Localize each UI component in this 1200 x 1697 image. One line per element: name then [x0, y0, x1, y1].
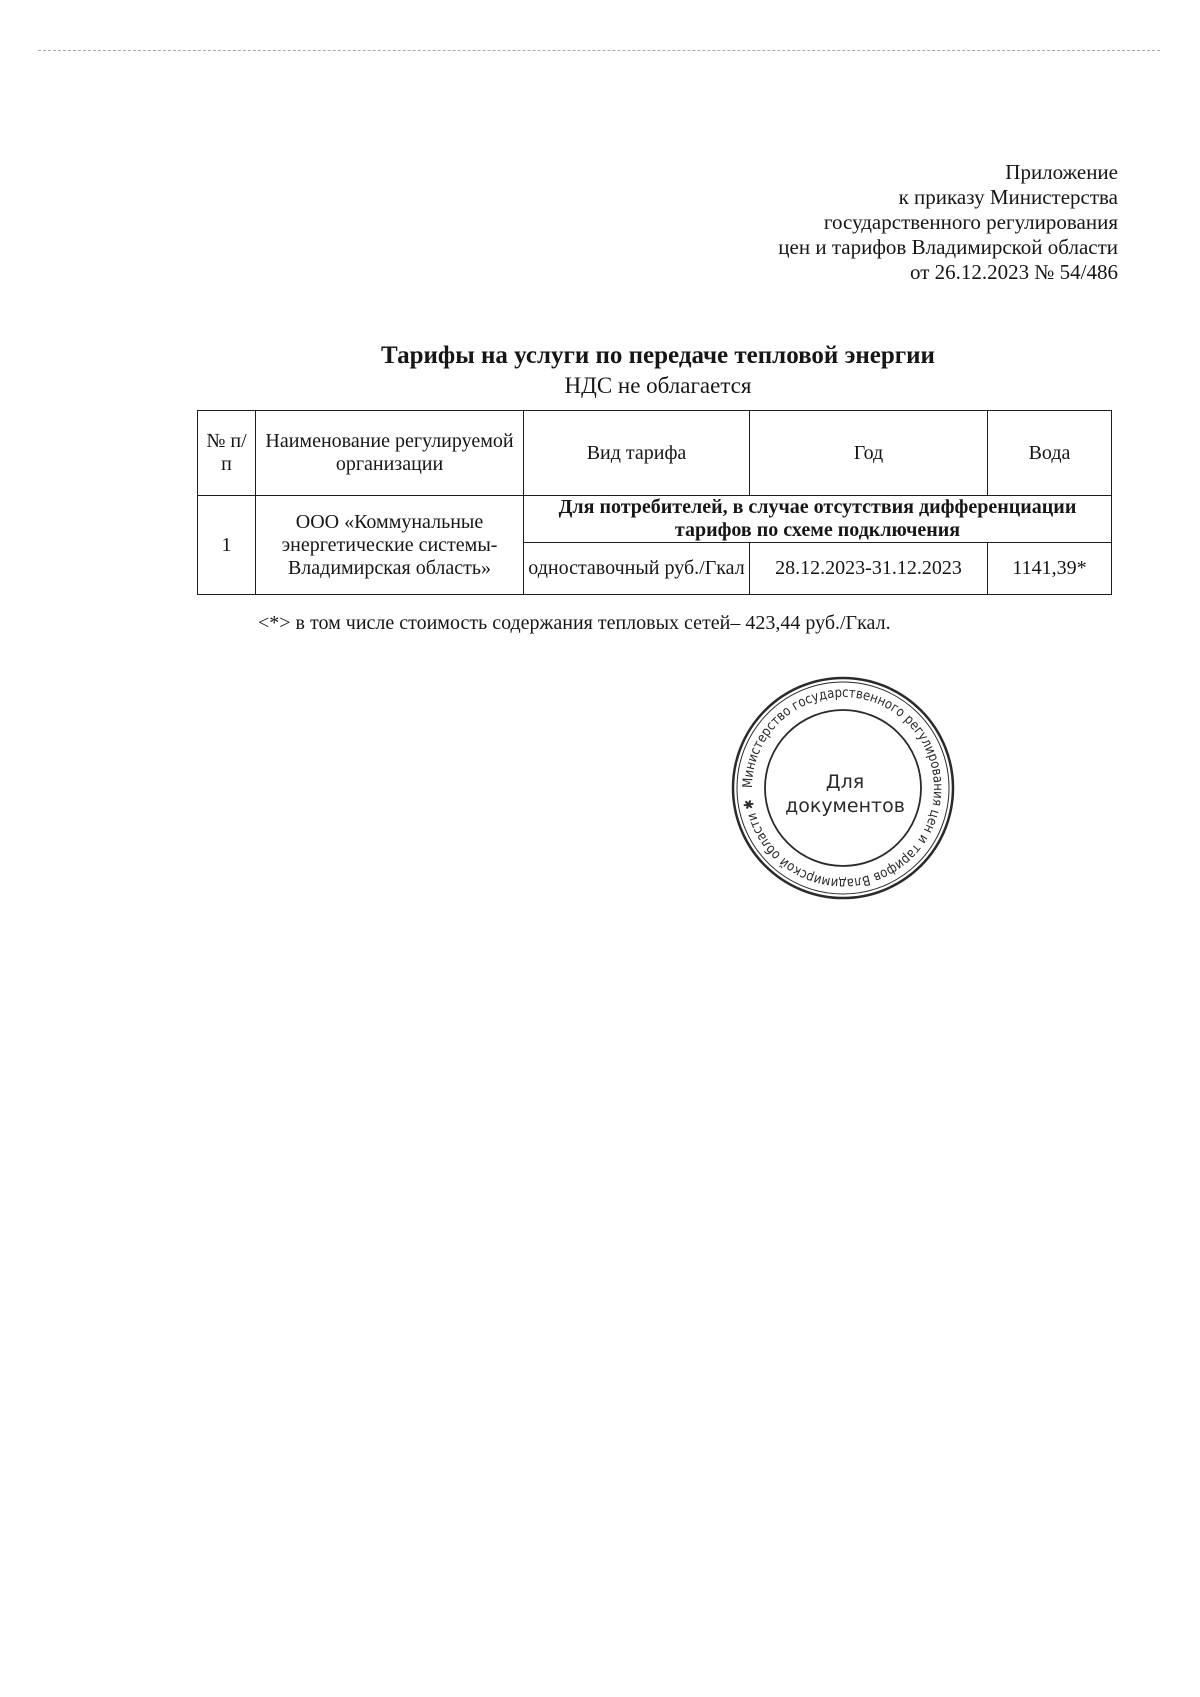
cell-organization: ООО «Коммунальные энергетические системы-Владимирская область»: [256, 496, 524, 595]
table-header-row: [198, 411, 1112, 496]
table-row: [198, 496, 1112, 543]
header-water: Вода: [988, 411, 1112, 496]
appendix-block: [778, 160, 1118, 285]
scan-edge-line: [38, 50, 1160, 51]
tariff-table: [197, 410, 1112, 595]
official-seal: [728, 673, 958, 903]
seal-center-line-2: документов: [785, 795, 905, 817]
appendix-line-3: государственного регулирования: [823, 210, 1118, 234]
appendix-line-1: Приложение: [1005, 160, 1118, 184]
cell-water-tariff: 1141,39*: [988, 543, 1112, 595]
cell-period: 28.12.2023-31.12.2023: [750, 543, 988, 595]
document-title: Тарифы на услуги по передаче тепловой энергии: [381, 342, 935, 369]
header-organization: Наименование регулируемой организации: [256, 411, 524, 496]
header-num: № п/п: [198, 411, 256, 496]
document-subtitle: НДС не облагается: [564, 373, 752, 398]
appendix-line-4: цен и тарифов Владимирской области: [778, 235, 1118, 259]
footnote: <*> в том числе стоимость содержания тепловых сетей– 423,44 руб./Гкал.: [258, 612, 891, 634]
appendix-line-5: от 26.12.2023 № 54/486: [909, 260, 1118, 284]
cell-consumer-group: Для потребителей, в случае отсутствия дифференциации тарифов по схеме подключения: [524, 496, 1112, 543]
header-tariff-type: Вид тарифа: [524, 411, 750, 496]
seal-center-line-1: Для: [825, 771, 865, 793]
seal-ring-text-path: Министерство государственного регулирования цен и тарифов Владимирской области ✱: [739, 684, 947, 892]
cell-tariff-type: одноставочный руб./Гкал: [524, 543, 750, 595]
header-year: Год: [750, 411, 988, 496]
appendix-line-2: к приказу Министерства: [898, 185, 1118, 209]
cell-num: 1: [198, 496, 256, 595]
